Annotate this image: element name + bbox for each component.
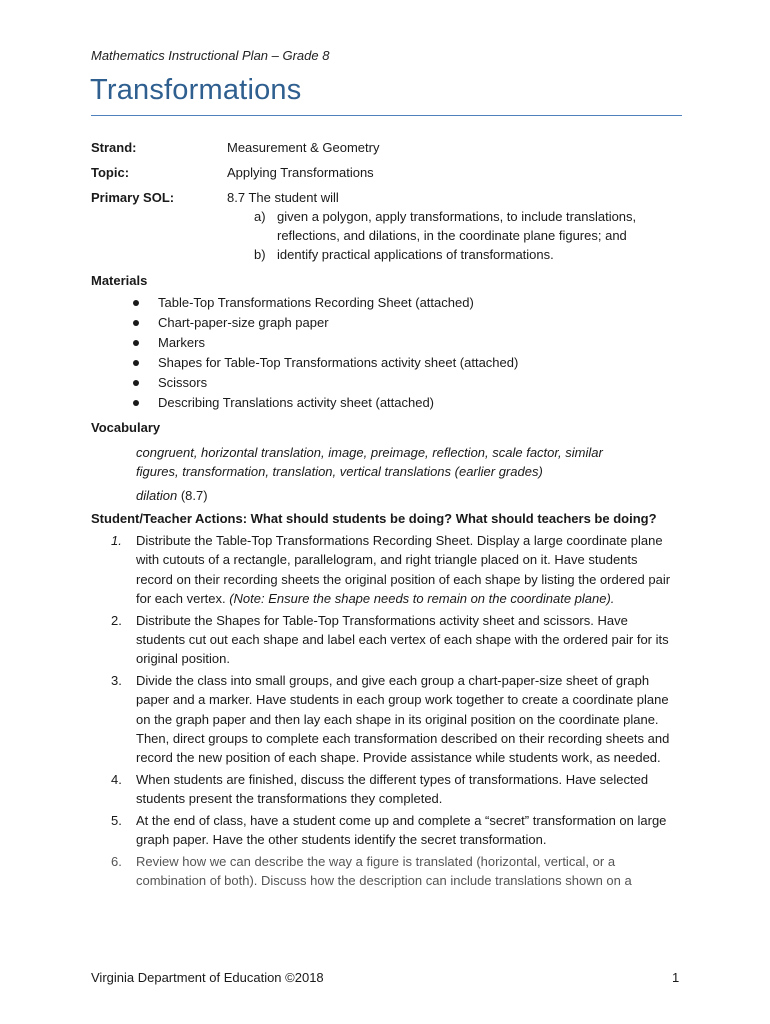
- page-title: Transformations: [90, 74, 302, 106]
- actions-heading: Student/Teacher Actions: What should students be doing? What should teachers be doing?: [91, 511, 657, 526]
- bullet-icon: [133, 340, 139, 346]
- bullet-icon: [133, 400, 139, 406]
- sol-item-a-line2: reflections, and dilations, in the coordinate plane figures; and: [277, 228, 627, 243]
- materials-list: [130, 293, 518, 413]
- action-step: 6. Review how we can describe the way a figure is translated (horizontal, vertical, or a combination of both). Discuss how the description can include translations shown on a: [111, 853, 632, 888]
- page-number: 1: [672, 970, 680, 985]
- action-step: 3. Divide the class into small groups, and give each group a chart-paper-size sheet of graph paper and a marker. Have students in each group work together to create a coordinate plane on the graph paper and then lay each shape in its original position on the coordinate plane. Then, direct groups to complete each transformation described on their recording sheets and record the new position of each shape. Provide assistance while students work, as needed.: [111, 672, 670, 766]
- strand-value: Measurement & Geometry: [227, 140, 380, 155]
- sol-item-b-marker: b): [254, 247, 266, 262]
- action-step: 2. Distribute the Shapes for Table-Top Transformations activity sheet and scissors. Have students cut out each shape and label each vertex of each shape with the ordered pair for its original position.: [111, 612, 669, 667]
- list-item: Markers: [130, 333, 518, 353]
- topic-value: Applying Transformations: [227, 165, 374, 180]
- vocabulary-list: [136, 443, 676, 505]
- strand-label: Strand:: [91, 140, 137, 155]
- list-item: Shapes for Table-Top Transformations activity sheet (attached): [130, 353, 518, 373]
- materials-heading: Materials: [91, 273, 148, 288]
- running-header: Mathematics Instructional Plan – Grade 8: [91, 48, 330, 63]
- sol-item-a-marker: a): [254, 209, 266, 224]
- title-divider: [91, 115, 682, 116]
- sol-item-b-line1: identify practical applications of transformations.: [277, 247, 554, 262]
- vocabulary-line-1: congruent, horizontal translation, image, preimage, reflection, scale factor, similar: [136, 445, 603, 460]
- action-step: 1. Distribute the Table-Top Transformations Recording Sheet. Display a large coordinate plane with cutouts of a rectangle, parallelogram, and right triangle placed on it. Have students record on their recording sheets the original position of each shape by listing the ordered pair for each vertex. (Note: Ensure the shape needs to remain on the coordinate plane).: [111, 533, 671, 607]
- bullet-icon: [133, 380, 139, 386]
- bullet-icon: [133, 300, 139, 306]
- vocabulary-line-2: figures, transformation, translation, vertical translations (earlier grades): [136, 464, 543, 479]
- vocabulary-heading: Vocabulary: [91, 420, 161, 435]
- list-item: Describing Translations activity sheet (attached): [130, 393, 518, 413]
- vocabulary-dilation: dilation (8.7): [136, 488, 208, 503]
- bullet-icon: [133, 320, 139, 326]
- list-item: Table-Top Transformations Recording Sheet (attached): [130, 293, 518, 313]
- list-item: Scissors: [130, 373, 518, 393]
- topic-label: Topic:: [91, 165, 130, 180]
- action-step: 4. When students are finished, discuss the different types of transformations. Have selected students present the transformations they completed.: [111, 771, 649, 807]
- sol-label: Primary SOL:: [91, 190, 175, 205]
- bullet-icon: [133, 360, 139, 366]
- list-item: Chart-paper-size graph paper: [130, 313, 518, 333]
- sol-item-a-line1: given a polygon, apply transformations, to include translations,: [277, 209, 637, 224]
- sol-intro: 8.7 The student will: [227, 190, 339, 205]
- action-step: 5. At the end of class, have a student come up and complete a “secret” transformation on large graph paper. Have the other students identify the secret transformation.: [111, 812, 667, 848]
- footer-publisher: Virginia Department of Education ©2018: [91, 970, 324, 985]
- actions-list: [111, 531, 676, 892]
